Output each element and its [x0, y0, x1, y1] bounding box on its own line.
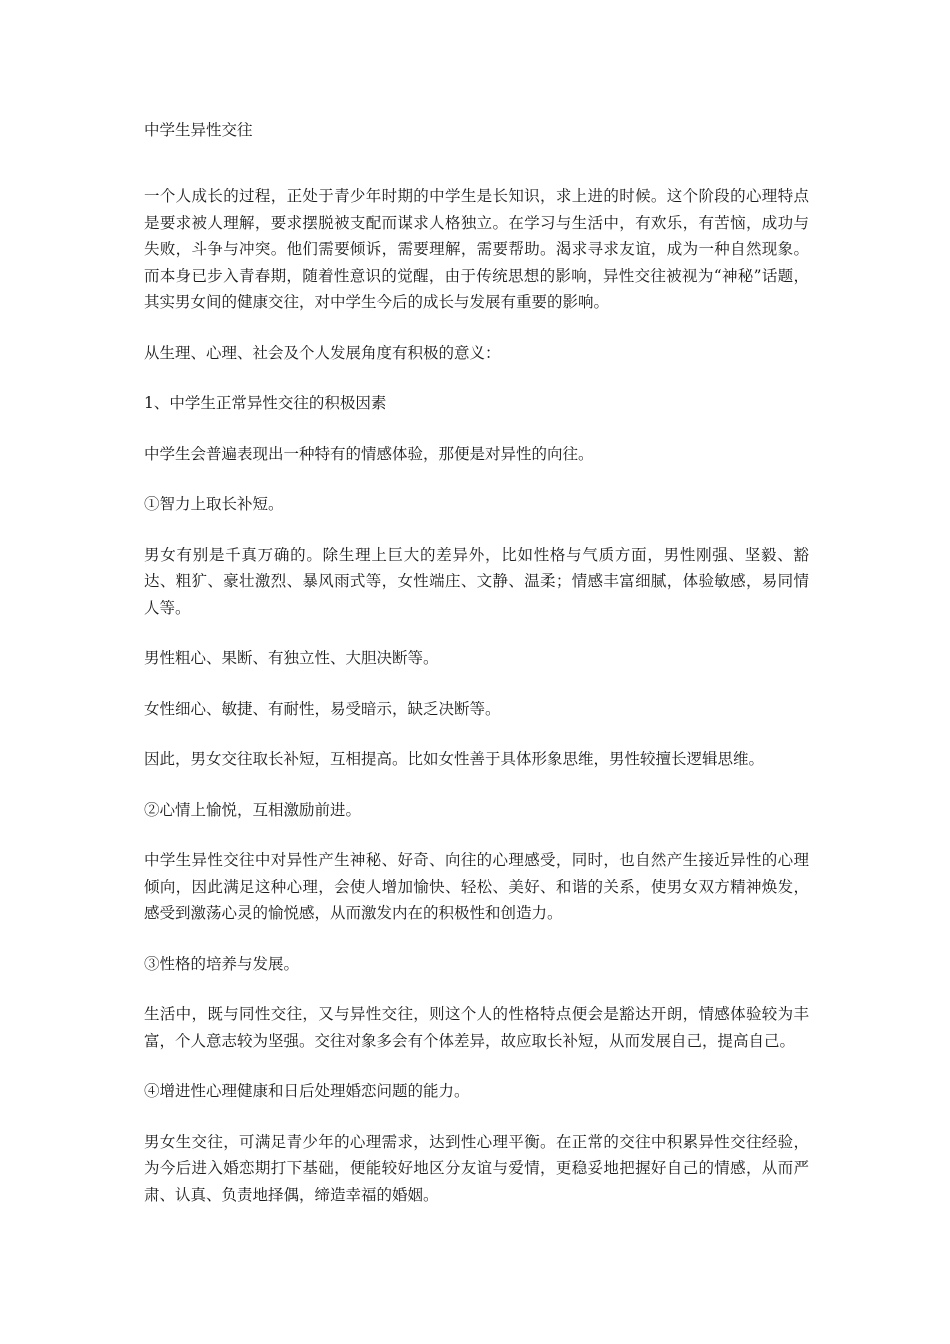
subheading-personality: ③性格的培养与发展。 — [144, 954, 300, 973]
paragraph-personality-detail: 生活中，既与同性交往，又与异性交往，则这个人的性格特点便会是豁达开朗，情感体验较为丰富，个人意志较为坚强。交往对象多会有个体差异，故应取长补短，从而发展自己，提高自己。 — [144, 1005, 809, 1050]
paragraph-gender-differences: 男女有别是千真万确的。除生理上巨大的差异外，比如性格与气质方面，男性刚强、坚毅、豁达、粗犷、豪壮激烈、暴风雨式等，女性端庄、文静、温柔；情感丰富细腻，体验敏感，易同情人等。 — [144, 545, 809, 617]
paragraph-male-traits: 男性粗心、果断、有独立性、大胆决断等。 — [144, 649, 439, 667]
paragraph-intro: 一个人成长的过程，正处于青少年时期的中学生是长知识，求上进的时候。这个阶段的心理特点是要求被人理解，要求摆脱被支配而谋求人格独立。在学习与生活中，有欢乐，有苦恼，成功与失败，斗争与冲突。他们需要倾诉，需要理解，需要帮助。渴求寻求友谊，成为一种自然现象。而本身已步入青春期，随着性意识的觉醒，由于传统思想的影响，异性交往被视为“神秘”话题，其实男女间的健康交往，对中学生今后的成长与发展有重要的影响。 — [144, 187, 809, 311]
paragraph-psychological-health-detail: 男女生交往，可满足青少年的心理需求，达到性心理平衡。在正常的交往中积累异性交往经验，为今后进入婚恋期打下基础，便能较好地区分友谊与爱情，更稳妥地把握好自己的情感，从而严肃、认真、负责地择偶，缔造幸福的婚姻。 — [144, 1132, 809, 1204]
subheading-mood: ②心情上愉悦，互相激励前进。 — [144, 800, 362, 819]
paragraph-significance: 从生理、心理、社会及个人发展角度有积极的意义： — [144, 343, 501, 362]
subheading-intellectual: ①智力上取长补短。 — [144, 495, 284, 513]
paragraph-female-traits: 女性细心、敏捷、有耐性，易受暗示，缺乏决断等。 — [144, 699, 501, 718]
document-body — [144, 183, 809, 1232]
subheading-psychological-health: ④增进性心理健康和日后处理婚恋问题的能力。 — [144, 1082, 470, 1100]
section-heading-positive-factors: 1、中学生正常异性交往的积极因素 — [144, 394, 387, 412]
paragraph-complement: 因此，男女交往取长补短，互相提高。比如女性善于具体形象思维，男性较擅长逻辑思维。 — [144, 750, 765, 768]
paragraph-emotional-experience: 中学生会普遍表现出一种特有的情感体验，那便是对异性的向往。 — [144, 444, 594, 463]
document-title: 中学生异性交往 — [144, 121, 253, 139]
paragraph-mood-detail: 中学生异性交往中对异性产生神秘、好奇、向往的心理感受，同时，也自然产生接近异性的心理倾向，因此满足这种心理，会使人增加愉快、轻松、美好、和谐的关系，使男女双方精神焕发，感受到激荡心灵的愉悦感，从而激发内在的积极性和创造力。 — [144, 851, 809, 922]
